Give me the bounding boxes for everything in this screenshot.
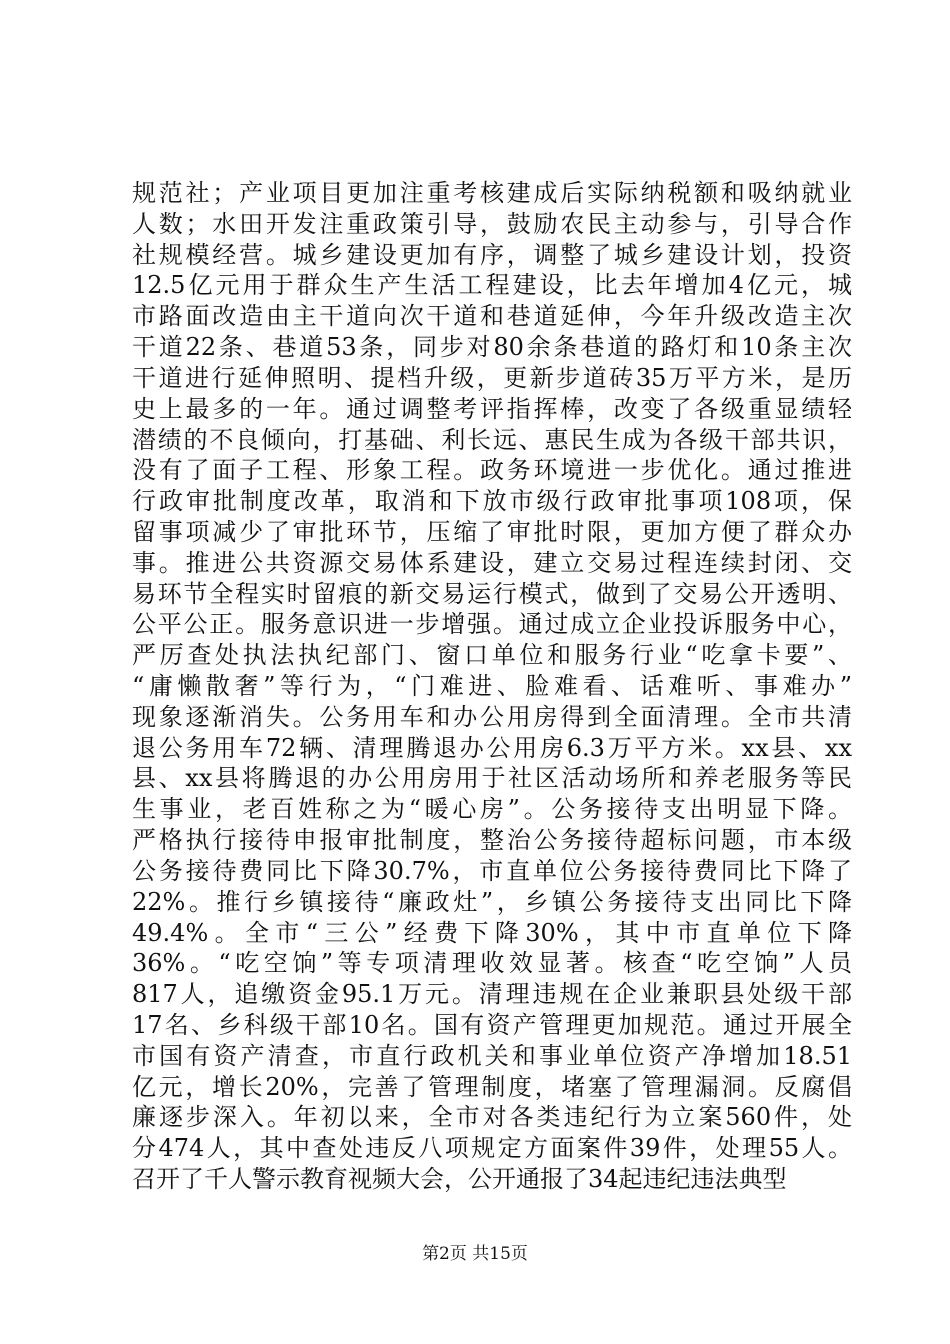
text-line: 人数；水田开发注重政策引导，鼓励农民主动参与，引导合作 [132,209,852,238]
text-line: 社规模经营。城乡建设更加有序，调整了城乡建设计划，投资 [132,240,852,269]
text-line: 分474人，其中查处违反八项规定方面案件39件，处理55人。 [132,1134,852,1163]
text-line: 生事业，老百姓称之为“暖心房”。公务接待支出明显下降。 [132,795,852,824]
text-line: 潜绩的不良倾向，打基础、利长远、惠民生成为各级干部共识， [132,425,852,454]
text-line: 易环节全程实时留痕的新交易运行模式，做到了交易公开透明、 [132,579,852,608]
document-body [132,178,852,1195]
page-number: 第2页 共15页 [422,1244,528,1264]
text-line: 严格执行接待申报审批制度，整治公务接待超标问题，市本级 [132,826,852,855]
text-line: 公务接待费同比下降30.7%，市直单位公务接待费同比下降了 [132,856,852,885]
text-line: 亿元，增长20%，完善了管理制度，堵塞了管理漏洞。反腐倡 [132,1072,852,1101]
text-line: 干道进行延伸照明、提档升级，更新步道砖35万平方米，是历 [132,363,852,392]
text-line: 干道22条、巷道53条，同步对80余条巷道的路灯和10条主次 [132,333,852,362]
text-line: 规范社；产业项目更加注重考核建成后实际纳税额和吸纳就业 [132,179,852,207]
text-line: 廉逐步深入。年初以来，全市对各类违纪行为立案560件，处 [132,1103,852,1132]
text-line: 留事项减少了审批环节，压缩了审批时限，更加方便了群众办 [132,517,852,546]
text-line: 市路面改造由主干道向次干道和巷道延伸，今年升级改造主次 [132,302,852,331]
text-line: 49.4%。全市“三公”经费下降30%，其中市直单位下降 [132,918,852,947]
text-line: 公平公正。服务意识进一步增强。通过成立企业投诉服务中心， [132,610,852,639]
text-line: 史上最多的一年。通过调整考评指挥棒，改变了各级重显绩轻 [132,394,852,423]
text-line: 817人，追缴资金95.1万元。清理违规在企业兼职县处级干部 [132,980,852,1009]
text-line: 事。推进公共资源交易体系建设，建立交易过程连续封闭、交 [132,548,852,577]
text-line: 17名、乡科级干部10名。国有资产管理更加规范。通过开展全 [132,1010,852,1039]
text-line: 退公务用车72辆、清理腾退办公用房6.3万平方米。xx县、xx [132,733,852,762]
text-line: 严厉查处执法执纪部门、窗口单位和服务行业“吃拿卡要”、 [132,641,852,670]
text-line: 市国有资产清查，市直行政机关和事业单位资产净增加18.51 [132,1041,852,1070]
text-line: “庸懒散奢”等行为，“门难进、脸难看、话难听、事难办” [132,672,852,700]
text-line: 县、xx县将腾退的办公用房用于社区活动场所和养老服务等民 [132,764,852,793]
text-line: 36%。“吃空饷”等专项清理收效显著。核查“吃空饷”人员 [132,949,852,978]
text-line: 12.5亿元用于群众生产生活工程建设，比去年增加4亿元，城 [132,271,852,300]
text-line: 召开了千人警示教育视频大会，公开通报了34起违纪违法典型 [132,1165,787,1193]
text-line: 22%。推行乡镇接待“廉政灶”，乡镇公务接待支出同比下降 [132,887,852,916]
text-line: 现象逐渐消失。公务用车和办公用房得到全面清理。全市共清 [132,702,852,731]
text-line: 没有了面子工程、形象工程。政务环境进一步优化。通过推进 [132,456,852,485]
text-line: 行政审批制度改革，取消和下放市级行政审批事项108项，保 [132,487,852,516]
